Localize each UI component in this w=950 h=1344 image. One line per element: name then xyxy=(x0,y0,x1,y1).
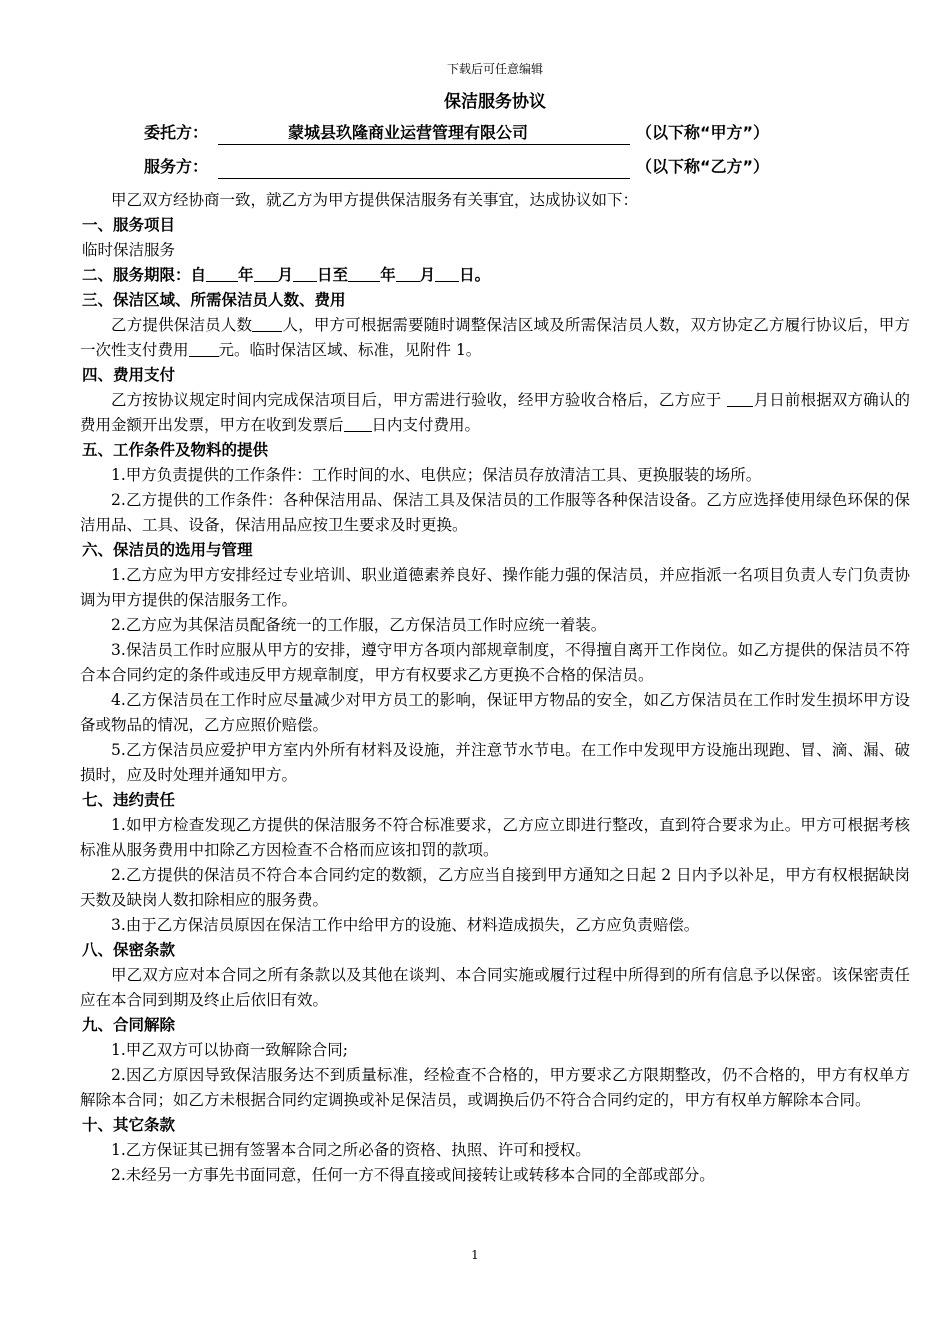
section-6-item: 4.乙方保洁员在工作时应尽量减少对甲方员工的影响，保证甲方物品的安全，如乙方保洁员在工作时发生损坏甲方设备或物品的情况，乙方应照价赔偿。 xyxy=(80,691,910,734)
section-3-text-part: 乙方提供保洁员人数 xyxy=(111,316,253,334)
section-5-item: 2.乙方提供的工作条件：各种保洁用品、保洁工具及保洁员的工作服等各种保洁设备。乙方应选择使用绿色环保的保洁用品、工具、设备，保洁用品应按卫生要求及时更换。 xyxy=(80,491,910,534)
month-label: 月 xyxy=(277,266,294,284)
section-3-heading: 三、保洁区域、所需保洁员人数、费用 xyxy=(82,291,346,309)
section-7-item: 3.由于乙方保洁员原因在保洁工作中给甲方的设施、材料造成损失，乙方应负责赔偿。 xyxy=(111,916,700,934)
section-3-text-part: 人，甲方可根据需要随时调整保洁区域及所需保洁员人数，双方协定乙方履行协议后，甲方一次性支付费用 xyxy=(80,316,910,359)
section-8-heading: 八、保密条款 xyxy=(82,941,176,959)
section-9-heading: 九、合同解除 xyxy=(82,1016,176,1034)
document-page xyxy=(80,60,910,1188)
fee-amount-blank xyxy=(189,340,219,357)
section-4-text-part: 乙方按协议规定时间内完成保洁项目后，甲方需进行验收，经甲方验收合格后，乙方应于 xyxy=(111,391,722,409)
document-title: 保洁服务协议 xyxy=(444,92,546,112)
payment-days-blank xyxy=(344,415,372,432)
end-year-blank xyxy=(348,265,380,282)
section-5-item: 1.甲方负责提供的工作条件：工作时间的水、电供应；保洁员存放清洁工具、更换服装的场所。 xyxy=(111,466,762,484)
start-day-blank xyxy=(293,265,317,282)
invoice-month-blank xyxy=(727,390,753,407)
section-4-text-part: 日内支付费用。 xyxy=(371,416,481,434)
section-1-heading: 一、服务项目 xyxy=(82,216,176,234)
intro-paragraph: 甲乙双方经协商一致，就乙方为甲方提供保洁服务有关事宜，达成协议如下： xyxy=(111,191,639,209)
section-4-text-part: 月日前根据双方确认的费用金额开出发票，甲方在收到发票后 xyxy=(80,391,910,434)
party-a-label: 委托方： xyxy=(144,123,209,142)
section-9-item: 1.甲乙双方可以协商一致解除合同; xyxy=(111,1041,349,1059)
end-month-blank xyxy=(396,265,420,282)
day-to-label: 日至 xyxy=(317,266,349,284)
section-10-heading: 十、其它条款 xyxy=(82,1116,176,1134)
section-3-text-part: 元。临时保洁区域、标准，见附件 1。 xyxy=(218,341,482,359)
section-6-item: 1.乙方应为甲方安排经过专业培训、职业道德素养良好、操作能力强的保洁员，并应指派一名项目负责人专门负责协调为甲方提供的保洁服务工作。 xyxy=(80,566,910,609)
start-year-blank xyxy=(206,265,238,282)
section-4-heading: 四、费用支付 xyxy=(82,366,176,384)
party-a-name: 蒙城县玖隆商业运营管理有限公司 xyxy=(288,122,529,142)
section-7-heading: 七、违约责任 xyxy=(82,791,176,809)
party-b-name-field xyxy=(218,156,630,179)
service-period-label: 二、服务期限：自 xyxy=(82,266,207,284)
end-day-blank xyxy=(435,265,459,282)
start-month-blank xyxy=(254,265,278,282)
party-b-alias: （以下称“乙方”） xyxy=(636,157,770,176)
party-a-name-field xyxy=(218,122,630,145)
header-note: 下载后可任意编辑 xyxy=(446,62,543,76)
section-7-item: 2.乙方提供的保洁员不符合本合同约定的数额，乙方应当自接到甲方通知之日起 2 日内予以补足，甲方有权根据缺岗天数及缺岗人数扣除相应的服务费。 xyxy=(80,866,910,909)
section-9-item: 2.因乙方原因导致保洁服务达不到质量标准，经检查不合格的，甲方要求乙方限期整改，仍不合格的，甲方有权单方解除本合同；如乙方未根据合同约定调换或补足保洁员，或调换后仍不符合合同约定的，甲方有权单方解除本合同。 xyxy=(80,1066,910,1109)
section-3-text xyxy=(80,313,910,363)
section-7-item: 1.如甲方检查发现乙方提供的保洁服务不符合标准要求，乙方应立即进行整改，直到符合要求为止。甲方可根据考核标准从服务费用中扣除乙方因检查不合格而应该扣罚的款项。 xyxy=(80,816,910,859)
section-5-heading: 五、工作条件及物料的提供 xyxy=(82,441,269,459)
year-label: 年 xyxy=(380,266,396,284)
section-4-text xyxy=(80,388,910,438)
year-label: 年 xyxy=(238,266,254,284)
month-label: 月 xyxy=(419,266,436,284)
party-b-label: 服务方： xyxy=(144,157,209,176)
party-a-alias: （以下称“甲方”） xyxy=(636,123,770,142)
staff-count-blank xyxy=(252,315,282,332)
section-10-item: 2.未经另一方事先书面同意，任何一方不得直接或间接转让或转移本合同的全部或部分。 xyxy=(111,1166,715,1184)
section-6-heading: 六、保洁员的选用与管理 xyxy=(82,541,253,559)
section-6-item: 2.乙方应为其保洁员配备统一的工作服，乙方保洁员工作时应统一着装。 xyxy=(111,616,607,634)
section-10-item: 1.乙方保证其已拥有签署本合同之所必备的资格、执照、许可和授权。 xyxy=(111,1141,591,1159)
section-8-text: 甲乙双方应对本合同之所有条款以及其他在谈判、本合同实施或履行过程中所得到的所有信息予以保密。该保密责任应在本合同到期及终止后依旧有效。 xyxy=(80,966,910,1009)
section-6-item: 5.乙方保洁员应爱护甲方室内外所有材料及设施，并注意节水节电。在工作中发现甲方设施出现跑、冒、滴、漏、破损时，应及时处理并通知甲方。 xyxy=(80,741,910,784)
day-end-label: 日。 xyxy=(459,266,491,284)
section-6-item: 3.保洁员工作时应服从甲方的安排，遵守甲方各项内部规章制度，不得擅自离开工作岗位。如乙方提供的保洁员不符合本合同约定的条件或违反甲方规章制度，甲方有权要求乙方更换不合格的保洁员。 xyxy=(80,641,910,684)
party-a-line xyxy=(80,116,910,150)
section-2-heading xyxy=(80,263,910,288)
party-b-line xyxy=(80,150,910,184)
section-1-text: 临时保洁服务 xyxy=(82,241,176,259)
page-number: 1 xyxy=(471,1248,479,1262)
